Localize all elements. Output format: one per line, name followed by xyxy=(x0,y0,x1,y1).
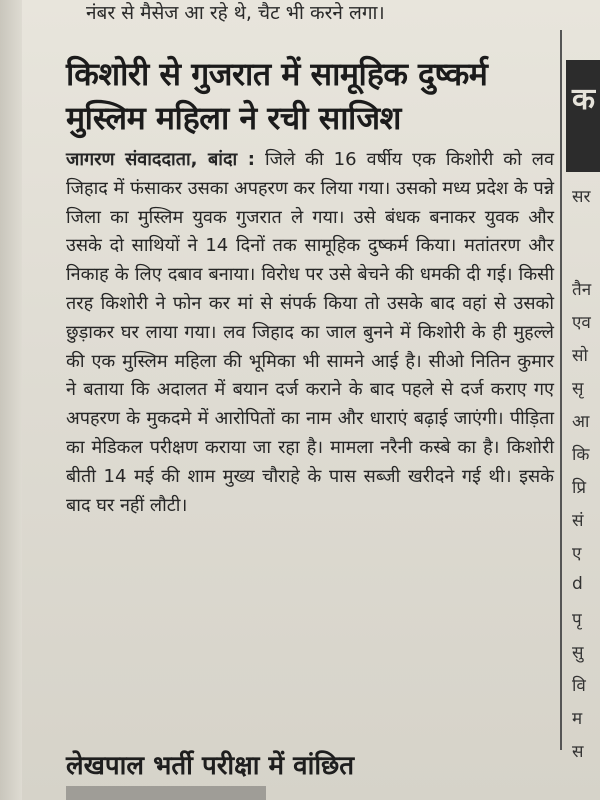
article-body xyxy=(66,146,554,520)
adjacent-column-fragment: स xyxy=(572,742,584,762)
next-article-cutoff xyxy=(66,786,266,800)
adjacent-column-fragment: कि xyxy=(572,445,590,465)
adjacent-column-fragment: d xyxy=(572,574,583,594)
adjacent-column-fragment: वि xyxy=(572,676,586,696)
adjacent-column-fragment: सो xyxy=(572,346,588,366)
adjacent-column-fragment: सं xyxy=(572,511,584,531)
adjacent-column-fragment: एव xyxy=(572,313,591,333)
column-divider xyxy=(560,30,562,750)
headline-line-1: किशोरी से गुजरात में सामूहिक दुष्कर्म xyxy=(66,55,488,93)
article-body-text: जिले की 16 वर्षीय एक किशोरी को लव जिहाद में फंसाकर उसका अपहरण कर लिया गया। उसको मध्य प्रदेश के पन्ने जिला का मुस्लिम युवक गुजरात ले गया। उसे बंधक बनाकर युवक और उसके दो साथियों ने 14 दिनों तक सामूहिक दुष्कर्म किया। मतांतरण और निकाह के लिए दबाव बनाया। विरोध पर उसे बेचने की धमकी दी गई। किसी तरह किशोरी ने फोन कर मां से संपर्क किया तो उसके बाद वहां से उसको छुड़ाकर घर लाया गया। लव जिहाद का जाल बुनने में किशोरी के ही मुहल्ले की एक मुस्लिम महिला की भूमिका भी सामने आई है। सीओ नितिन कुमार ने बताया कि अदालत में बयान दर्ज कराने के बाद पहले से दर्ज कराए गए अपहरण के मुकदमे में आरोपितों का नाम और धाराएं बढ़ाई जाएंगी। पीड़िता का मेडिकल परीक्षण कराया जा रहा है। मामला नरैनी कस्बे का है। किशोरी बीती 14 मई की शाम मुख्य चौराहे के पास सब्जी खरीदने गई थी। इसके बाद घर नहीं लौटी। xyxy=(66,149,554,516)
adjacent-column-fragment: पृ xyxy=(572,610,582,630)
previous-article-last-line: नंबर से मैसेज आ रहे थे, चैट भी करने लगा। xyxy=(86,2,385,24)
adjacent-column-fragment: म xyxy=(572,709,583,729)
article-headline xyxy=(66,52,554,140)
next-article-headline: लेखपाल भर्ती परीक्षा में वांछित xyxy=(66,751,355,781)
article-byline: जागरण संवाददाता, बांदा : xyxy=(66,149,255,170)
adjacent-column-fragment: सु xyxy=(572,643,584,663)
page-edge xyxy=(0,0,22,800)
adjacent-column-fragment: आ xyxy=(572,412,590,432)
adjacent-column-fragment: सृ xyxy=(572,379,584,399)
headline-line-2: मुस्लिम महिला ने रची साजिश xyxy=(66,99,401,137)
adjacent-column-fragment: ए xyxy=(572,544,582,564)
adjacent-column xyxy=(566,60,600,762)
adjacent-headline-box: क xyxy=(566,60,600,172)
news-article xyxy=(66,52,554,520)
adjacent-column-fragment: सर xyxy=(572,187,591,207)
adjacent-column-fragment: प्रि xyxy=(572,478,587,498)
adjacent-column-fragment: तैन xyxy=(572,280,592,300)
